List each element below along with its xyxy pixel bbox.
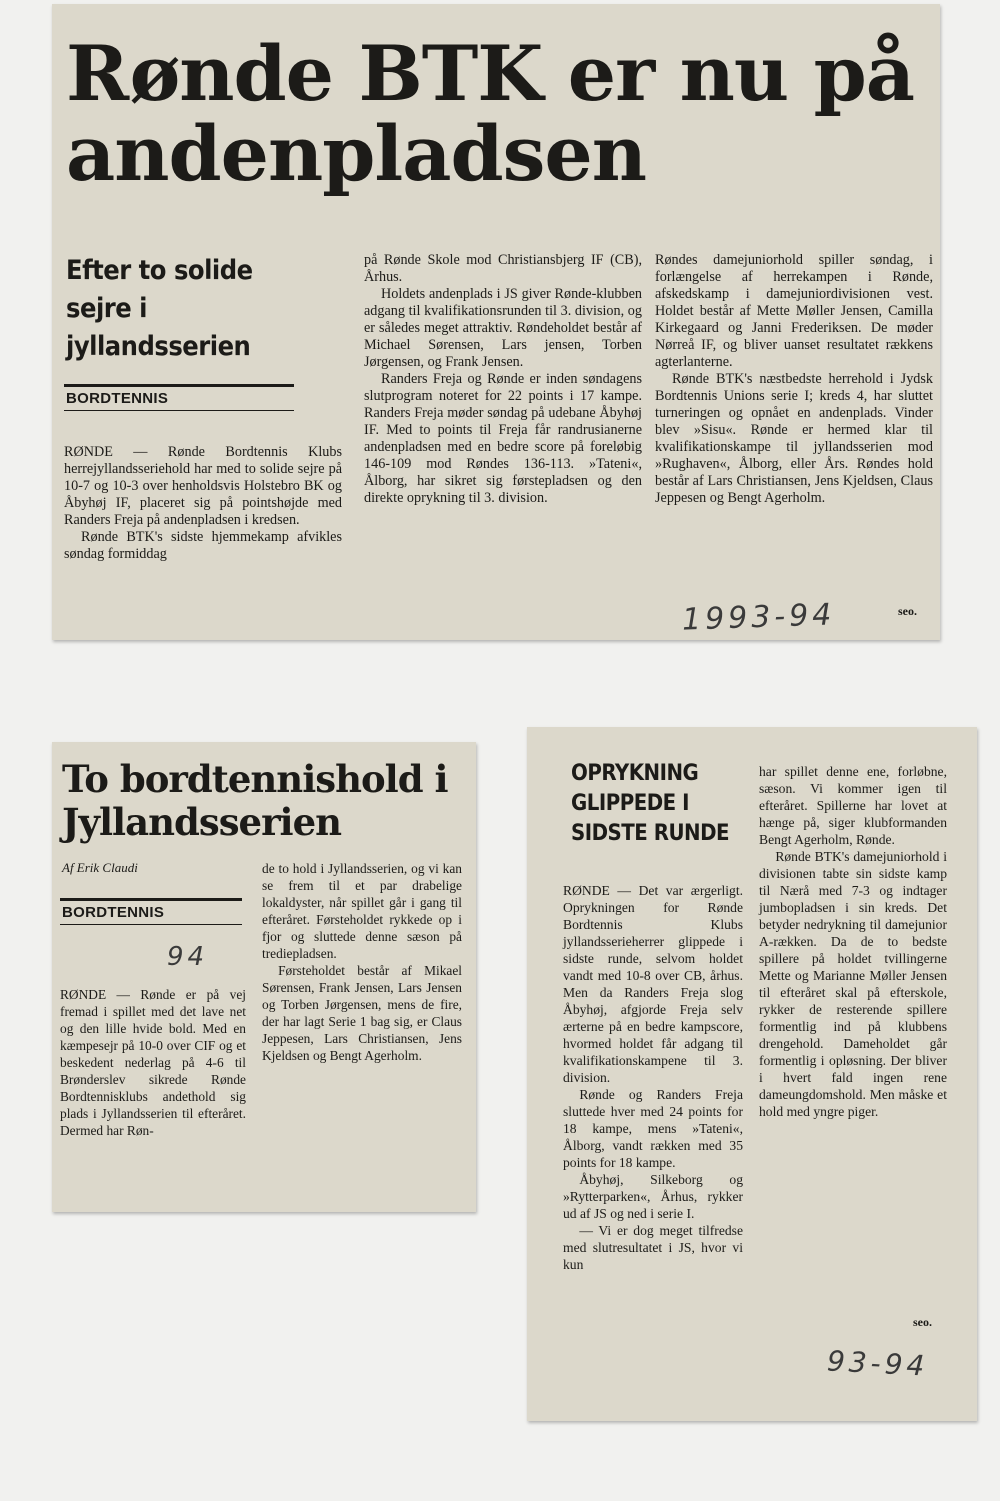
article3-column-2 bbox=[759, 763, 947, 1120]
paragraph: Randers Freja og Rønde er inden søndagens slutprogram noteret for 22 points i 17 kampe. Randers Freja møder søndag på udebane Åbyhøj IF. Med to points til Freja får randrusianerne andenpladsen med en bedre score på foreløbig 146-109 mod Røndes 136-113. »Tateni«, Ålborg, har sikret sig førstepladsen og den direkte oprykning til 3. division. bbox=[364, 371, 642, 506]
article1-kicker: BORDTENNIS bbox=[64, 384, 294, 411]
paragraph: RØNDE — Rønde Bordtennis Klubs herrejyllandsseriehold har med to solide sejre på 10-7 og 10-3 over henholdsvis Holstebro BK og Åbyhøj IF, placeret sig på pointshøjde med Randers Freja på andenpladsen i kredsen. bbox=[64, 444, 342, 528]
paragraph: Førsteholdet består af Mikael Sørensen, Frank Jensen, Lars Jensen og Torben Jørgensen, mens de fire, der har lagt Serie 1 bag sig, er Claus Jeppesen, Lars Christiansen, Jens Kjeldsen og Bengt Agerholm. bbox=[262, 963, 462, 1063]
clipping-to-bordtennishold bbox=[52, 742, 476, 1212]
article1-deck: Efter to solide sejre i jyllandsserien bbox=[66, 255, 253, 362]
paragraph: Åbyhøj, Silkeborg og »Rytterparken«, Århus, rykker ud af JS og ned i serie I. bbox=[563, 1172, 743, 1221]
handwritten-year-note: 94 bbox=[167, 942, 209, 972]
article2-kicker: BORDTENNIS bbox=[60, 898, 242, 925]
article1-column-1 bbox=[64, 444, 342, 563]
handwritten-season-note: 1993-94 bbox=[681, 597, 836, 638]
article3-column-1 bbox=[563, 882, 743, 1273]
paragraph: Rønde BTK's damejuniorhold i divisionen tabte sin sidste kamp til Nærå med 7-3 og indtager jumbopladsen i sin kreds. Det betyder nedrykning til damejunior A-rækken. Da de to bedste spillere på holdet tvillingerne Mette og Marianne Møller Jensen til efteråret skal på efterskole, rykker de resterende spillere formentlig ind på klubbens drengehold. Dameholdet går formentlig i opløsning. Der bliver i hvert fald ingen rene dameungdomshold. Men måske et hold med yngre piger. bbox=[759, 849, 947, 1119]
article1-signature: seo. bbox=[898, 604, 917, 618]
paragraph: — Vi er dog meget tilfredse med slutresultatet i JS, hvor vi kun bbox=[563, 1223, 743, 1272]
article1-column-3 bbox=[655, 252, 933, 507]
paragraph: Rønde og Randers Freja sluttede hver med 24 points for 18 kampe, mens »Tateni«, Ålborg, vandt rækken med 35 points for 18 kampe. bbox=[563, 1087, 743, 1170]
article2-byline: Af Erik Claudi bbox=[62, 860, 138, 875]
article2-column-1 bbox=[60, 986, 246, 1139]
article3-signature: seo. bbox=[913, 1315, 932, 1329]
clipping-oprykning-glippede bbox=[527, 727, 977, 1421]
handwritten-season-note: 93-94 bbox=[826, 1344, 930, 1383]
paragraph: RØNDE — Det var ærgerligt. Oprykningen for Rønde Bordtennis Klubs jyllandsserieherrer glippede i sidste runde, selvom holdet vandt med 10-8 over CB, århus. Men da Randers Freja slog Åbyhøj, afgjorde Freja selv ærterne på en bedre kampscore, hvormed holdet får adgang til kvalifikationskampene til 3. division. bbox=[563, 883, 743, 1085]
article1-headline: Rønde BTK er nu på andenpladsen bbox=[66, 29, 914, 198]
article1-column-2 bbox=[364, 252, 642, 507]
clipping-ronde-btk-andenpladsen bbox=[52, 4, 940, 640]
paragraph: RØNDE — Rønde er på vej fremad i spillet med det lave net og den lille hvide bold. Med en kæmpesejr på 10-0 over CIF og et beskedent nederlag på 4-6 til Brønderslev sikrede Rønde Bordtennisklubs andethold sig plads i Jyllandsserien til efteråret. Dermed har Røn- bbox=[60, 987, 246, 1138]
paragraph: Holdets andenplads i JS giver Rønde-klubben adgang til kvalifikationsrunden til 3. division, og er således meget attraktiv. Røndeholdet består af Michael Sørensen, Lars jensen, Torben Jørgensen, og Frank Jensen. bbox=[364, 286, 642, 370]
article2-column-2 bbox=[262, 860, 462, 1064]
article3-headline: OPRYKNING GLIPPEDE I SIDSTE RUNDE bbox=[571, 761, 730, 846]
paragraph: Rønde BTK's næstbedste herrehold i Jydsk Bordtennis Unions serie I; kreds 4, har sluttet turneringen og opnået en andenplads. Vinder blev »Sisu«. Rønde er hermed klar til kvalifikationskampe til jyllandsserien mod »Rughaven«, Ålborg, eller Års. Røndes hold består af Lars Christiansen, Jens Kjeldsen, Claus Jeppesen og Bengt Agerholm. bbox=[655, 371, 933, 506]
paragraph: Røndes damejuniorhold spiller søndag, i forlængelse af herrekampen i Rønde, afskedskamp i damejuniordivisionen vest. Holdet består af Mette Møller Jensen, Camilla Kirkegaard og Janni Frederiksen. De møder Nørreå IF, og bliver uanset resultatet rækkens agterlanterne. bbox=[655, 252, 933, 370]
paragraph: på Rønde Skole mod Christiansbjerg IF (CB), Århus. bbox=[364, 252, 642, 285]
paragraph: de to hold i Jyllandsserien, og vi kan se frem til et par drabelige lokaldyster, når spillet går i gang til efteråret. Førsteholdet rykkede op i fjor og sluttede denne sæson på trediepladsen. bbox=[262, 861, 462, 961]
article2-headline: To bordtennishold i Jyllandsserien bbox=[62, 757, 448, 844]
paragraph: har spillet denne ene, forløbne, sæson. Vi kommer igen til efteråret. Spillerne har lovet at hænge på, siger klubformanden Bengt Agerholm, Rønde. bbox=[759, 764, 947, 847]
paragraph: Rønde BTK's sidste hjemmekamp afvikles søndag formiddag bbox=[64, 529, 342, 562]
